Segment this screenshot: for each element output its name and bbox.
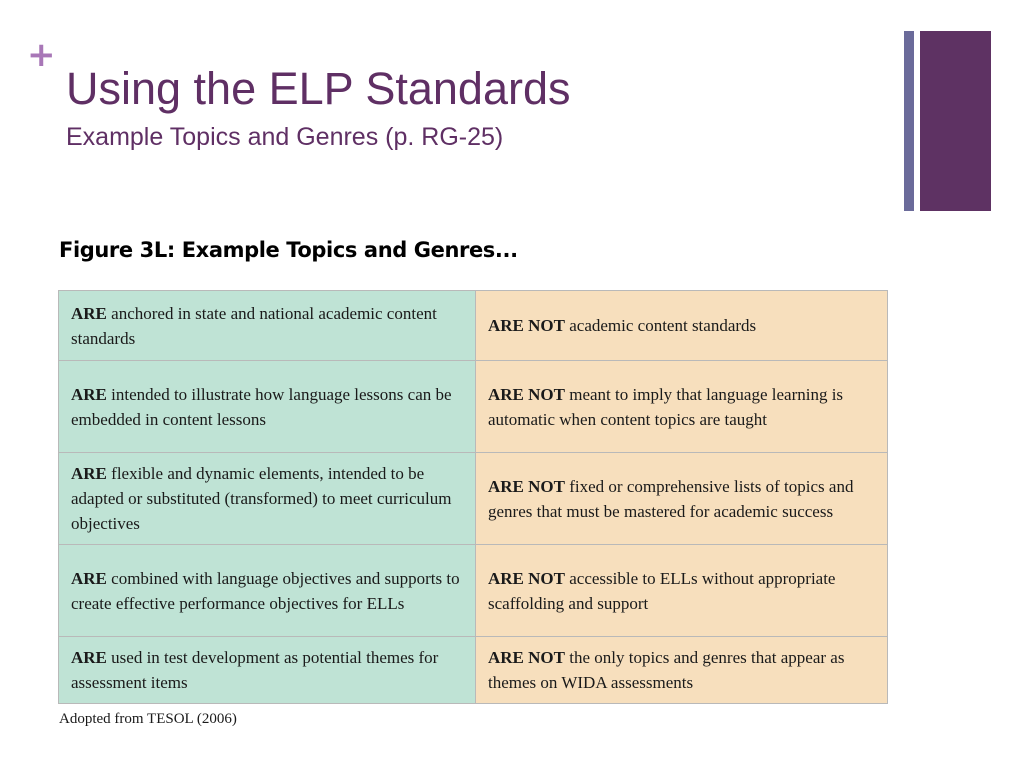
are-not-keyword: ARE NOT xyxy=(488,568,565,588)
are-not-text: meant to imply that language learning is automatic when content topics are taught xyxy=(488,384,844,429)
figure-title: Figure 3L: Example Topics and Genres... xyxy=(59,238,518,262)
figure-caption: Adopted from TESOL (2006) xyxy=(59,711,237,727)
are-text: combined with language objectives and supports to create effective performance objectives for ELLs xyxy=(71,568,460,613)
are-keyword: ARE xyxy=(71,464,107,483)
are-keyword: ARE xyxy=(71,648,107,667)
slide-subtitle: Example Topics and Genres (p. RG-25) xyxy=(66,123,504,151)
slide-title: Using the ELP Standards xyxy=(66,63,571,114)
are-not-text: accessible to ELLs without appropriate scaffolding and support xyxy=(488,568,836,613)
table-row xyxy=(59,453,888,545)
are-cell xyxy=(59,291,476,361)
are-not-text: fixed or comprehensive lists of topics and genres that must be mastered for academic success xyxy=(488,476,854,521)
are-not-keyword: ARE NOT xyxy=(488,316,565,335)
are-not-cell xyxy=(476,361,888,453)
are-text: used in test development as potential themes for assessment items xyxy=(71,648,439,692)
table-row xyxy=(59,361,888,453)
are-not-text: academic content standards xyxy=(564,316,757,335)
are-text: flexible and dynamic elements, intended to be adapted or substituted (transformed) to meet curriculum objectives xyxy=(71,464,452,533)
are-not-cell xyxy=(476,637,888,704)
are-not-cell xyxy=(476,291,888,361)
are-keyword: ARE xyxy=(71,303,107,323)
are-cell xyxy=(59,545,476,637)
table-row xyxy=(59,545,888,637)
are-text: anchored in state and national academic content standards xyxy=(71,303,437,348)
plus-icon: + xyxy=(27,35,56,75)
are-not-keyword: ARE NOT xyxy=(488,476,565,496)
are-not-cell xyxy=(476,453,888,545)
table-row xyxy=(59,637,888,704)
are-keyword: ARE xyxy=(71,568,107,588)
are-not-keyword: ARE NOT xyxy=(488,384,565,404)
are-not-text: the only topics and genres that appear as themes on WIDA assessments xyxy=(488,648,845,692)
decorative-bar-thick xyxy=(920,31,991,211)
table-row xyxy=(59,291,888,361)
are-text: intended to illustrate how language lessons can be embedded in content lessons xyxy=(71,384,452,429)
topics-genres-table xyxy=(58,290,888,704)
are-not-cell xyxy=(476,545,888,637)
are-cell xyxy=(59,453,476,545)
are-keyword: ARE xyxy=(71,384,107,404)
decorative-bar-thin xyxy=(904,31,914,211)
are-cell xyxy=(59,361,476,453)
are-not-keyword: ARE NOT xyxy=(488,648,565,667)
are-cell xyxy=(59,637,476,704)
